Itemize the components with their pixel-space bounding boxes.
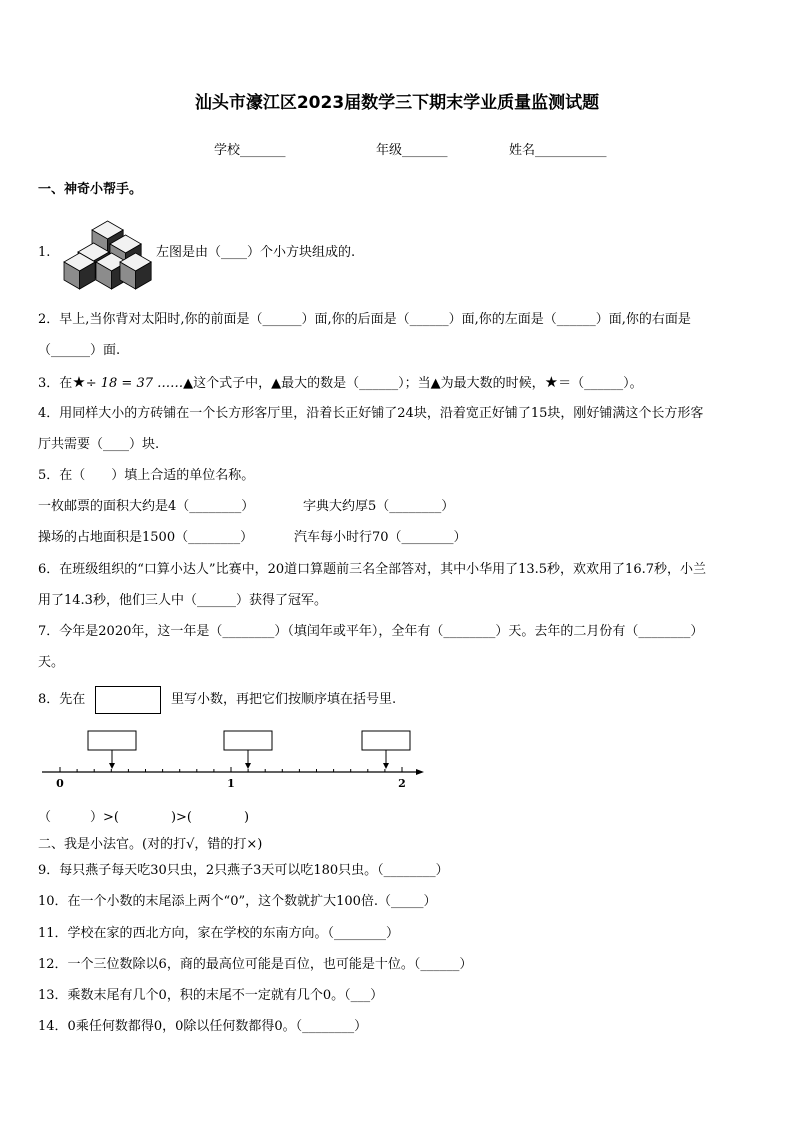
q1-number: 1. xyxy=(38,245,51,260)
q3-line xyxy=(38,374,643,392)
arrow-down-icon xyxy=(245,763,251,769)
q3-suffix: 这个式子中，▲最大的数是（______）；当▲为最大数的时候， xyxy=(193,376,545,391)
q11: 11．学校在家的西北方向，家在学校的东南方向。（________） xyxy=(38,926,400,941)
q5-item-a: 一枚邮票的面积大约是4（________） xyxy=(38,499,255,514)
number-line-box-2[interactable] xyxy=(224,731,272,750)
star-icon: ★ xyxy=(72,373,86,391)
q6-line-1: 6．在班级组织的“口算小达人”比赛中，20道口算题前三名全部答对，其中小华用了13.5秒，欢欢用了16.7秒，小兰 xyxy=(38,562,706,577)
q1-text: 左图是由（____）个小方块组成的. xyxy=(156,245,356,260)
q7-line-2: 天。 xyxy=(38,655,65,670)
tick-label-0: 0 xyxy=(56,777,64,790)
arrow-down-icon xyxy=(383,763,389,769)
tick-label-2: 2 xyxy=(398,777,406,790)
q5-item-c: 操场的占地面积是1500（________） xyxy=(38,530,254,545)
number-line-box-3[interactable] xyxy=(362,731,410,750)
number-line-box-1[interactable] xyxy=(88,731,136,750)
section-1-heading: 一、神奇小帮手。 xyxy=(38,182,143,197)
q9: 9．每只燕子每天吃30只虫，2只燕子3天可以吃180只虫。（________） xyxy=(38,863,449,878)
page-title: 汕头市濠江区2023届数学三下期末学业质量监测试题 xyxy=(194,93,600,113)
cube-stack-figure xyxy=(58,210,154,296)
arrow-down-icon xyxy=(109,763,115,769)
q5-line-1: 5．在（ ）填上合适的单位名称。 xyxy=(38,468,255,483)
q5-item-d: 汽车每小时行70（________） xyxy=(294,530,467,545)
section-2-heading: 二、我是小法官。(对的打√，错的打×) xyxy=(38,837,263,852)
q14: 14．0乘任何数都得0，0除以任何数都得0。（________） xyxy=(38,1019,368,1034)
axis-arrow-icon xyxy=(416,769,424,775)
q13: 13．乘数末尾有几个0，积的末尾不一定就有几个0。（___） xyxy=(38,988,384,1003)
grade-field[interactable]: 年级_______ xyxy=(376,143,448,158)
q6-line-2: 用了14.3秒，他们三人中（______）获得了冠军。 xyxy=(38,593,327,608)
q4-line-1: 4．用同样大小的方砖铺在一个长方形客厅里，沿着长正好铺了24块，沿着宽正好铺了15块，刚好铺满这个长方形客 xyxy=(38,406,704,421)
q3-equals: ＝（______）。 xyxy=(558,376,643,391)
q12: 12．一个三位数除以6，商的最高位可能是百位，也可能是十位。（______） xyxy=(38,957,473,972)
q5-item-b: 字典大约厚5（________） xyxy=(303,499,455,514)
q2-line-2: （______）面. xyxy=(38,343,121,358)
q8-suffix: 里写小数，再把它们按顺序填在括号里. xyxy=(171,692,397,707)
tick-label-1: 1 xyxy=(227,777,235,790)
q3-expression: ÷ 18 = 37 ……▲ xyxy=(85,376,194,391)
q8-answer: （ ）>( )>( ) xyxy=(38,810,250,825)
q3-prefix: 3．在 xyxy=(38,376,73,391)
number-line-figure xyxy=(36,725,428,795)
name-field[interactable]: 姓名___________ xyxy=(509,143,607,158)
q7-line-1: 7．今年是2020年，这一年是（________）（填闰年或平年），全年有（________）天。去年的二月份有（________） xyxy=(38,624,704,639)
q8-prefix: 8．先在 xyxy=(38,692,86,707)
q10: 10．在一个小数的末尾添上两个“0”，这个数就扩大100倍.（_____） xyxy=(38,894,437,909)
star-icon: ★ xyxy=(544,373,559,391)
q2-line-1: 2．早上,当你背对太阳时,你的前面是（______）面,你的后面是（______）面,你的左面是（______）面,你的右面是 xyxy=(38,312,691,327)
school-field[interactable]: 学校_______ xyxy=(214,143,286,158)
q4-line-2: 厅共需要（____）块. xyxy=(38,437,160,452)
q8-sample-box[interactable] xyxy=(95,686,161,714)
